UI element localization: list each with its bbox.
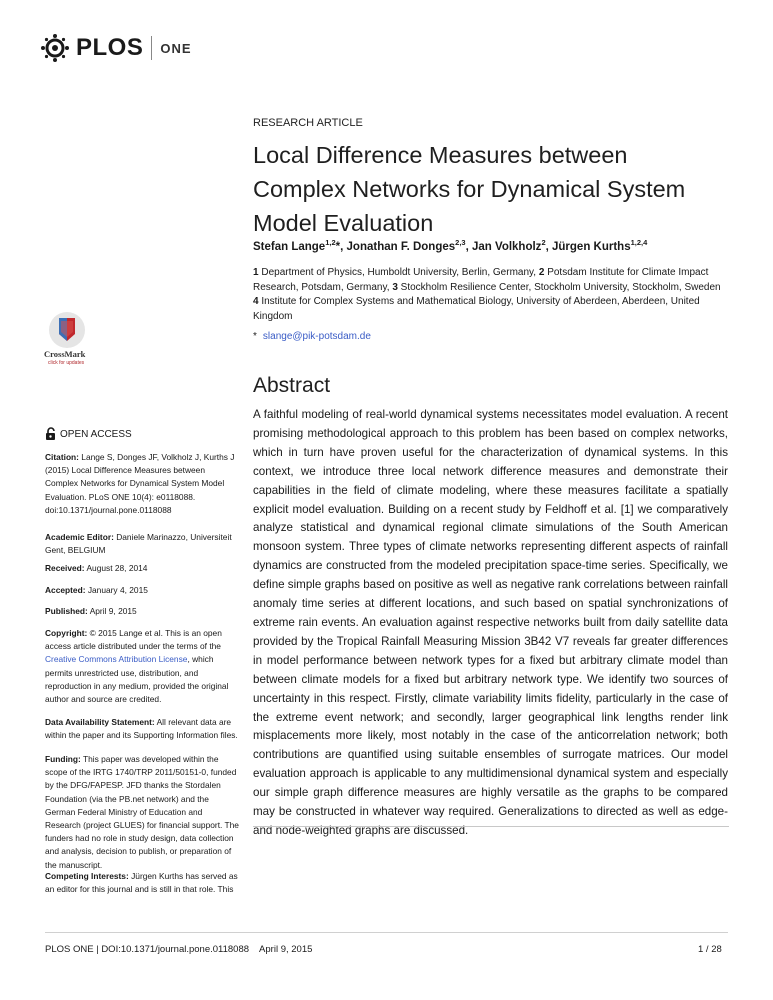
brand-name: PLOS — [76, 34, 144, 61]
received-date: Received: August 28, 2014 — [45, 563, 148, 573]
abstract-text: A faithful modeling of real-world dynamical systems necessitates model evaluation. A recent promising methodological approach to this problem has been based on complex networks, which in turn have proven useful for the characterization of dynamical systems. In this context, we introduce three local network difference measures and demonstrate their capabilities in the field of climate modeling, where these measures facilitate a spatially explicit model evaluation. Building on a recent study by Feldhoff et al. [1] we comparatively analyze statistical and dynamical regional climate simulations of the South American monsoon system. Three types of climate networks representing different aspects of rainfall dynamics are constructed from the modeled precipitation space-time series. Specifically, we define simple graphs based on positive as well as negative rank correlations between rainfall anomaly time series at different locations, and such based on spatial synchronizations of extreme rain events. An evaluation against respective networks built from daily satellite data provided by the Tropical Rainfall Measuring Mission 3B42 V7 reveals far greater differences in model performance between network types for a fixed but arbitrary climate model than between climate models for a fixed but arbitrary network type. We identify two sources of uncertainty in this respect. Firstly, climate variability limits fidelity, particularly in the case of the extreme event network; and secondly, larger geographical link lengths render link misplacements more likely, most notably in the case of the anticorrelation network; both contributions are quantified using suitable ensembles of surrogate matrices. Our model evaluation approach is applicable to any multidimensional dynamical system and especially our simple graph difference measures are highly versatile as the graphs to be compared may be constructed in whatever way required. Generalizations to directed as well as edge- and node-weighted graphs are discussed. — [253, 408, 728, 837]
competing-interests: Competing Interests: Jürgen Kurths has served as an editor for this journal and is still in that role. This — [45, 871, 238, 895]
email-link[interactable]: slange@pik-potsdam.de — [262, 331, 371, 342]
footer-doi: PLOS ONE | DOI:10.1371/journal.pone.0118088 — [45, 944, 250, 955]
crossmark-badge[interactable] — [38, 310, 100, 372]
author[interactable]: Jan Volkholz$^2$ — [471, 238, 546, 253]
academic-editor: Academic Editor: Daniele Marinazzo, Universiteit Gent, BELGIUM — [45, 532, 232, 556]
license-link[interactable]: Creative Commons Attribution License — [45, 654, 188, 665]
accepted-date: Accepted: January 4, 2015 — [45, 585, 148, 595]
logo-divider — [151, 36, 152, 60]
article-title: Local Difference Measures between Complex Networks for Dynamical System Model Evaluation — [253, 142, 686, 236]
published-date: Published: April 9, 2015 — [45, 606, 137, 616]
author-list: Stefan Lange$^{1,2}$*, Jonathan F. Donges$^{2,3}$, Jan Volkholz$^2$, Jürgen Kurths$^{1,2,4}$ — [253, 238, 648, 253]
citation-block: Citation: Lange S, Donges JF, Volkholz J, Kurths J (2015) Local Difference Measures between Complex Networks for Dynamical System Model Evaluation. PLoS ONE 10(4): e0118088. doi:10.1371/journal.pone.0118088 — [45, 452, 235, 515]
abstract-heading: Abstract — [253, 374, 331, 397]
plos-logo-icon — [40, 33, 70, 63]
correspondence: * slange@pik-potsdam.de — [253, 331, 371, 342]
footer-divider — [45, 932, 728, 933]
footer-citation — [45, 944, 312, 955]
page-number: 1 / 28 — [698, 944, 722, 955]
copyright-block: Copyright: © 2015 Lange et al. This is an open access article distributed under the terms of the Creative Commons Attribution License, which permits unrestricted use, distribution, and reproduction in any medium, provided the original author and source are credited. — [45, 628, 229, 705]
crossmark-icon — [45, 310, 89, 350]
funding-block: Funding: This paper was developed within the scope of the IRTG 1740/TRP 2011/50151-0, funded by the DFG/FAPESP. JFD thanks the Stordalen Foundation (via the PB.net network) and the German Federal Ministry of Education and Research (project GLUES) for financial support. The funders had no role in study design, data collection and analysis, decision to publish, or preparation of the manuscript. — [45, 754, 239, 870]
divider — [253, 826, 729, 827]
author[interactable]: Stefan Lange$^{1,2}$* — [253, 238, 341, 253]
author[interactable]: Jürgen Kurths$^{1,2,4}$ — [552, 238, 648, 253]
open-access-badge — [45, 427, 132, 441]
open-lock-icon — [45, 427, 56, 441]
crossmark-sublabel: click for updates — [48, 360, 85, 366]
crossmark-label: CrossMark — [44, 349, 86, 359]
footer-date: April 9, 2015 — [259, 944, 313, 955]
affiliations: 1 Department of Physics, Humboldt University, Berlin, Germany, 2 Potsdam Institute for Climate Impact Research, Potsdam, Germany, 3 Stockholm Resilience Center, Stockholm University, Stockholm, Sweden 4 Institute for Complex Systems and Mathematical Biology, University of Aberdeen, Aberdeen, United Kingdom — [253, 267, 721, 322]
open-access-label: OPEN ACCESS — [60, 428, 132, 440]
journal-name: ONE — [160, 40, 192, 56]
author[interactable]: Jonathan F. Donges$^{2,3}$ — [346, 238, 466, 253]
journal-logo[interactable] — [40, 30, 192, 66]
data-availability: Data Availability Statement: All relevant data are within the paper and its Supporting Information files. — [45, 717, 238, 741]
article-type: RESEARCH ARTICLE — [253, 117, 363, 129]
